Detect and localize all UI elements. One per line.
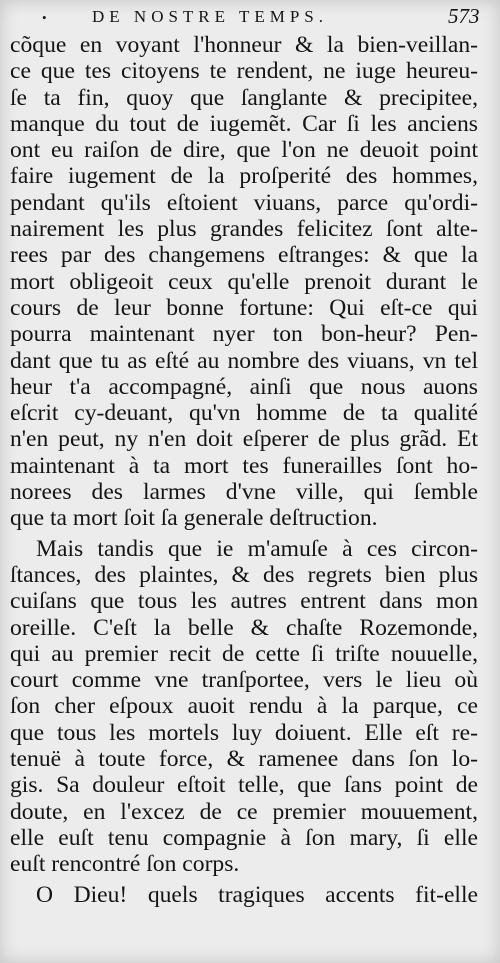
body-text xyxy=(10,32,478,908)
text-line: norees des larmes d'vne ville, qui ſemble xyxy=(10,479,478,506)
text-line: cõque en voyant l'honneur & la bien-veillan- xyxy=(10,32,478,58)
text-line: euſt rencontré ſon corps. xyxy=(10,851,240,878)
text-line: court comme vne tranſportee, vers le lieu où xyxy=(10,667,478,694)
text-line: faire iugement de la proſperité des hommes, xyxy=(10,163,478,190)
text-line: eſcrit cy-deuant, qu'vn homme de ta qualité xyxy=(10,400,478,427)
text-line: ſtances, des plaintes, & des regrets bien plus xyxy=(10,561,478,588)
text-line: que tous les mortels luy doiuent. Elle eſt re- xyxy=(10,719,478,746)
text-line: ſe ta fin, quoy que ſanglante & precipitee, xyxy=(10,84,478,111)
running-title: DE NOSTRE TEMPS. xyxy=(92,7,329,26)
text-line: pourra maintenant nyer ton bon-heur? Pen- xyxy=(10,321,478,348)
text-line: ſon cher eſpoux auoit rendu à la parque, ce xyxy=(10,693,478,720)
text-line: rees par des changemens eſtranges: & que la xyxy=(10,242,478,269)
text-line: pendant qu'ils eſtoient viuans, parce qu'ordi- xyxy=(10,189,478,216)
text-line: qui au premier recit de cette ſi triſte nouuelle, xyxy=(10,640,478,667)
text-line: ce que tes citoyens te rendent, ne iuge heureu- xyxy=(10,58,478,85)
text-line: dant que tu as eſté au nombre des viuans, vn tel xyxy=(10,347,478,374)
running-head xyxy=(0,4,500,34)
text-line: tenuë à toute force, & ramenee dans ſon lo- xyxy=(10,746,478,773)
text-line: mort obligeoit ceux qu'elle prenoit durant le xyxy=(10,268,478,295)
text-line: O Dieu! quels tragiques accents fit-elle xyxy=(36,881,478,908)
text-line: que ta mort ſoit ſa generale deſtruction. xyxy=(10,505,378,532)
page-number: 573 xyxy=(448,4,480,28)
text-line: gis. Sa douleur eſtoit telle, que ſans point de xyxy=(10,772,478,799)
text-line: elle euſt tenu compagnie à ſon mary, ſi elle xyxy=(10,824,478,851)
text-line: oreille. C'eſt la belle & chaſte Rozemonde, xyxy=(10,614,478,641)
text-line: ont eu raiſon de dire, que l'on ne deuoit point xyxy=(10,137,478,164)
text-line: doute, en l'excez de ce premier mouuement, xyxy=(10,798,478,825)
text-line: cuiſans que tous les autres entrent dans mon xyxy=(10,588,478,615)
text-line: n'en peut, ny n'en doit eſperer de plus grãd. Et xyxy=(10,426,478,453)
text-line: Mais tandis que ie m'amuſe à ces circon- xyxy=(36,535,478,562)
text-line: cours de leur bonne fortune: Qui eſt-ce qui xyxy=(10,294,478,321)
head-ornament: • xyxy=(42,10,47,25)
text-line: manque du tout de iugemẽt. Car ſi les anciens xyxy=(10,110,478,137)
text-line: nairement les plus grandes felicitez ſont alte- xyxy=(10,216,478,243)
text-line: maintenant à ta mort tes funerailles ſont ho- xyxy=(10,452,478,479)
text-line: heur t'a accompagné, ainſi que nous auons xyxy=(10,373,478,400)
